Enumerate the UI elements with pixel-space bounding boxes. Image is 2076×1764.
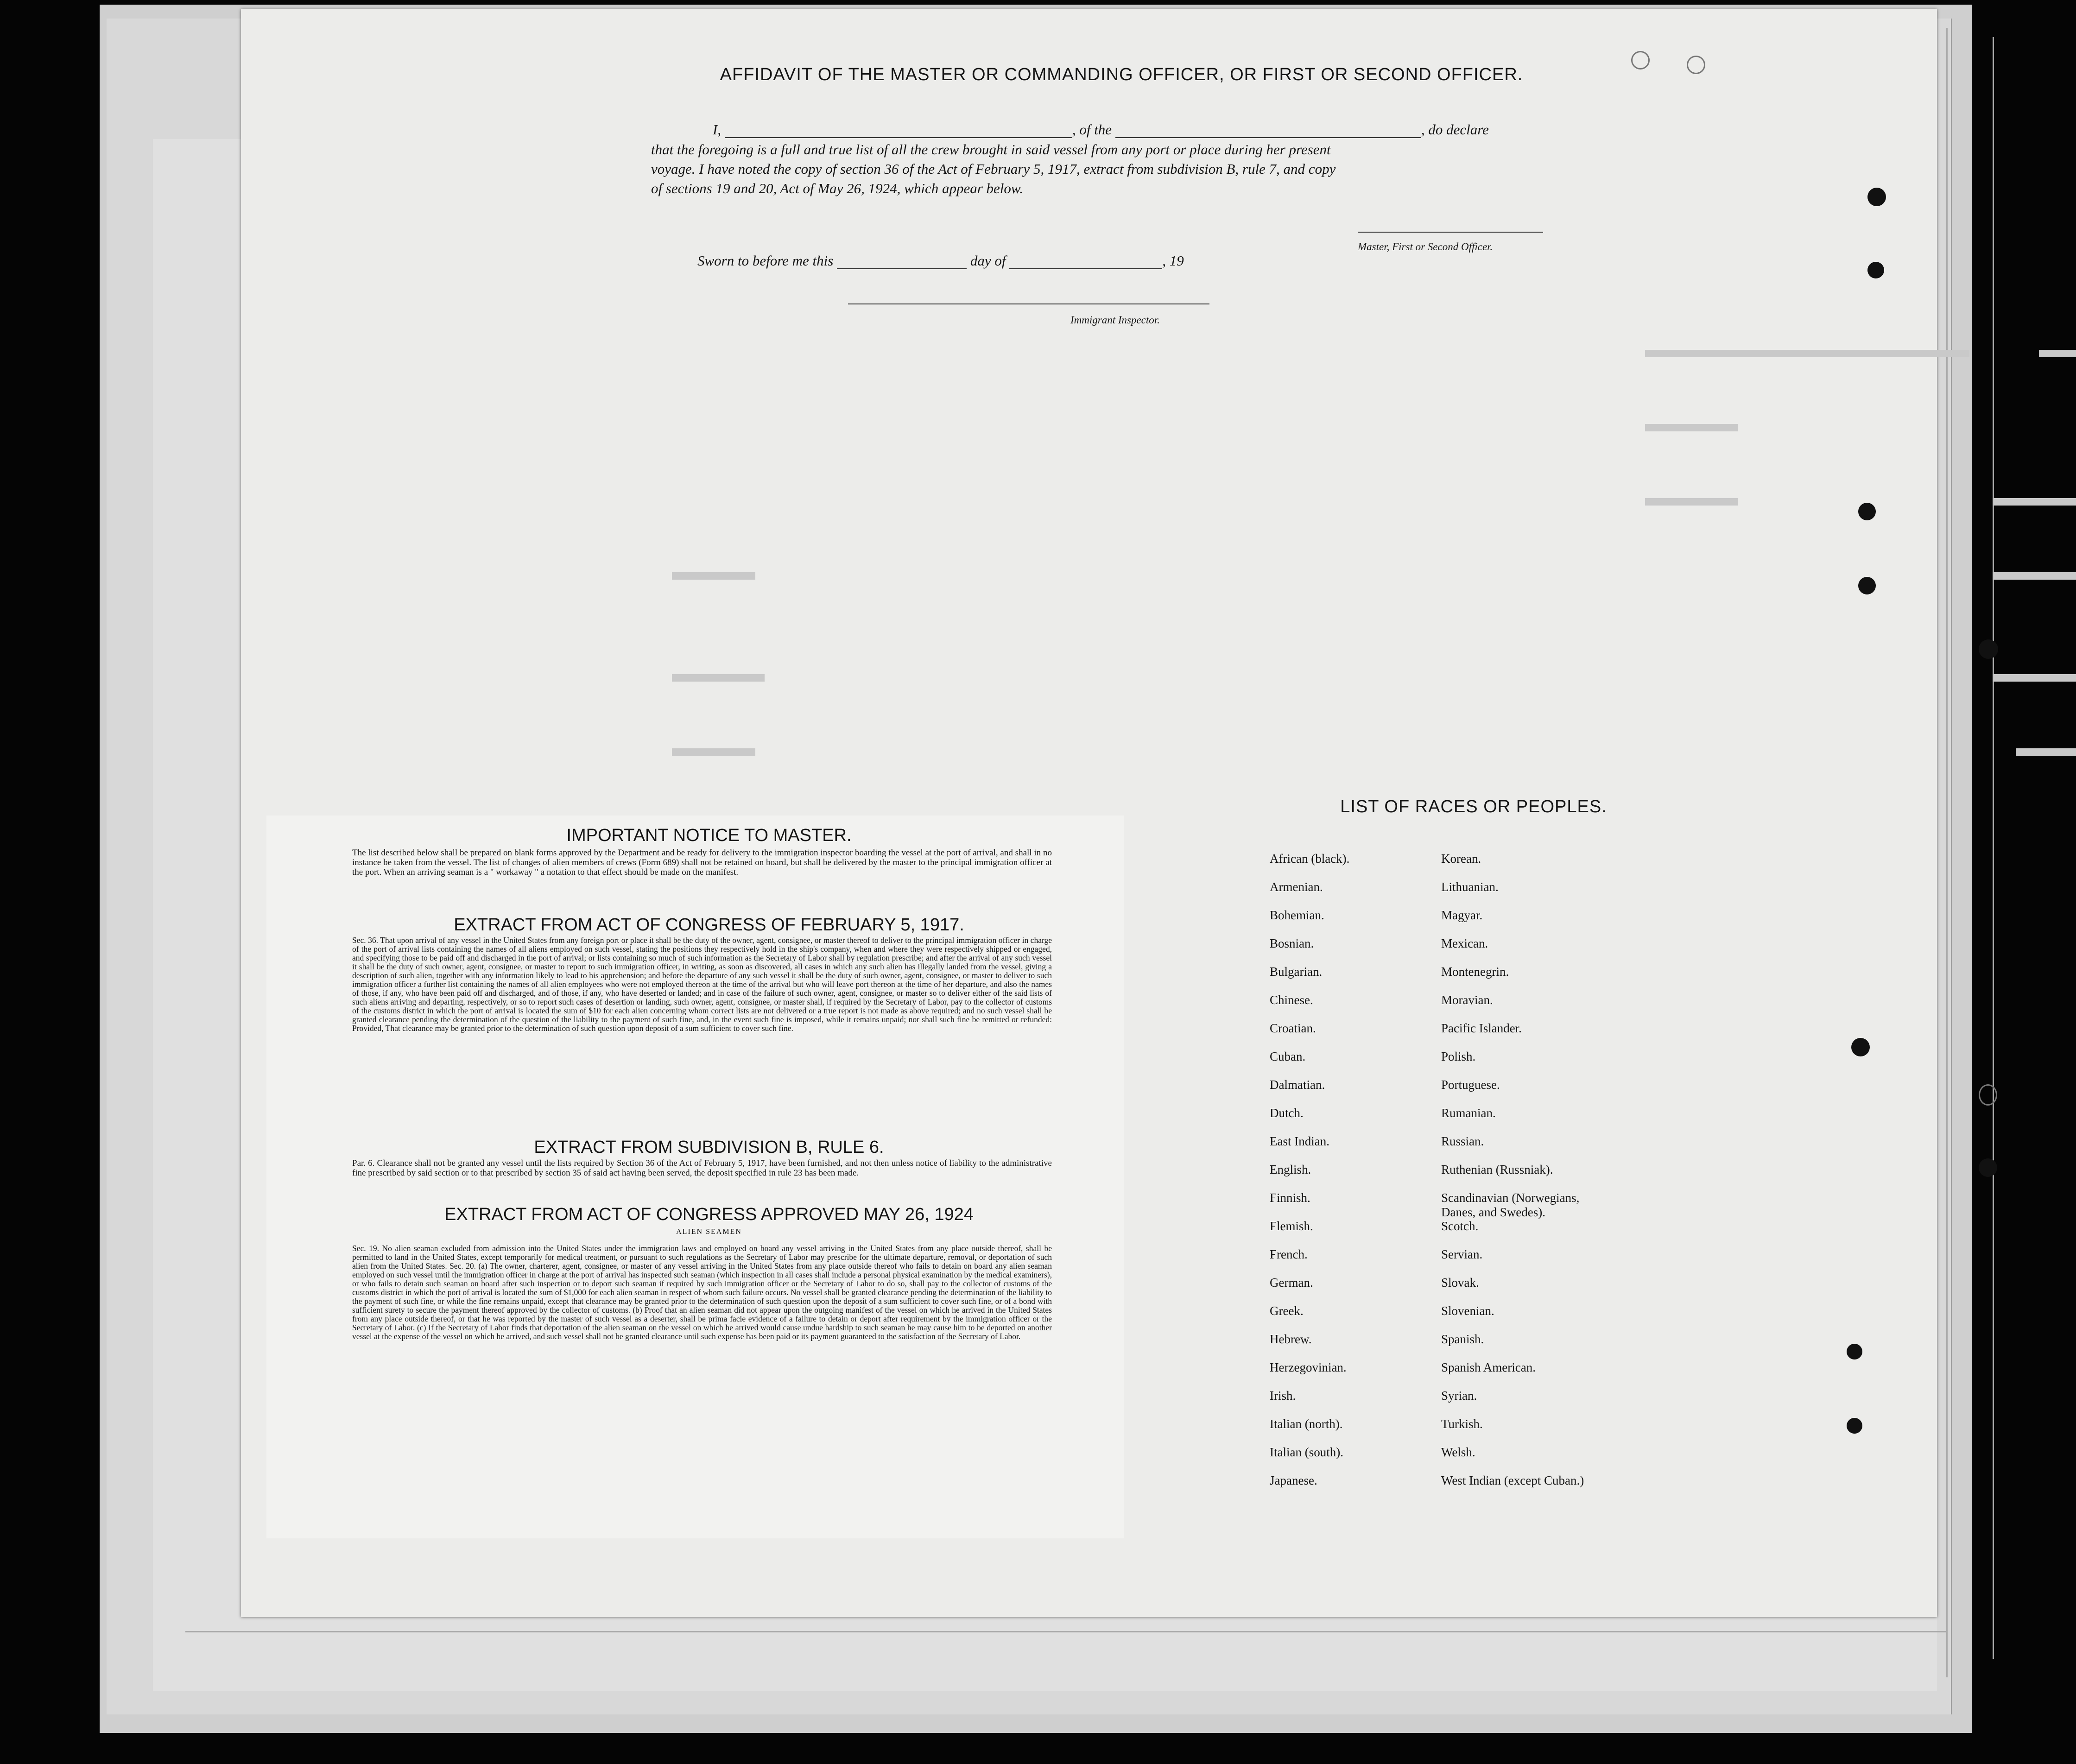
race-item: Russian.	[1441, 1134, 1484, 1148]
race-item: Greek.	[1270, 1304, 1304, 1318]
punch-hole	[1847, 1344, 1862, 1359]
race-item: Irish.	[1270, 1389, 1296, 1403]
race-item: Magyar.	[1441, 908, 1483, 922]
race-item: Spanish.	[1441, 1332, 1484, 1346]
punch-hole	[1979, 1158, 1997, 1177]
race-item: Dalmatian.	[1270, 1078, 1325, 1092]
race-item: Scandinavian (Norwegians, Danes, and Swedes).	[1441, 1191, 1580, 1219]
year-prefix-label: , 19	[1162, 253, 1184, 269]
punch-hole	[1858, 577, 1876, 594]
alien-seamen-subhead: ALIEN SEAMEN	[676, 1228, 742, 1236]
race-item: Pacific Islander.	[1441, 1021, 1522, 1035]
race-item: Herzegovinian.	[1270, 1360, 1347, 1374]
extract-1917-title: EXTRACT FROM ACT OF CONGRESS OF FEBRUARY 5, 1917.	[454, 915, 964, 935]
race-item: Spanish American.	[1441, 1360, 1536, 1374]
race-item: Scotch.	[1441, 1219, 1479, 1233]
punch-hole	[1979, 639, 1998, 659]
races-left-column	[1270, 852, 1349, 1502]
master-name-field[interactable]	[725, 137, 1072, 138]
race-item: Flemish.	[1270, 1219, 1313, 1233]
inspector-signature-label: Immigrant Inspector.	[1070, 314, 1160, 326]
race-item: Korean.	[1441, 852, 1481, 866]
race-item: Bosnian.	[1270, 936, 1314, 950]
master-signature-field[interactable]	[1358, 232, 1543, 233]
sworn-line	[697, 253, 1184, 269]
race-item: Croatian.	[1270, 1021, 1316, 1035]
race-item: Cuban.	[1270, 1050, 1306, 1063]
race-item: Lithuanian.	[1441, 880, 1499, 894]
sworn-label: Sworn to before me this	[697, 253, 834, 269]
punch-hole	[1867, 188, 1886, 206]
race-item: Slovenian.	[1441, 1304, 1494, 1318]
day-of-label: day of	[970, 253, 1006, 269]
race-item: Polish.	[1441, 1050, 1476, 1063]
sheet-edge	[185, 1631, 1946, 1632]
race-item: Mexican.	[1441, 936, 1488, 950]
race-item: Turkish.	[1441, 1417, 1483, 1431]
race-item: Armenian.	[1270, 880, 1323, 894]
races-right-column	[1441, 852, 1608, 1502]
affidavit-line-2: that the foregoing is a full and true list of all the crew brought in said vessel from any port or place during her present	[651, 141, 1331, 158]
race-item: Finnish.	[1270, 1191, 1310, 1205]
inspector-signature-field[interactable]	[848, 303, 1209, 304]
punch-hole	[1867, 262, 1884, 278]
race-item: African (black).	[1270, 852, 1350, 866]
race-item: West Indian (except Cuban.)	[1441, 1473, 1584, 1487]
race-item: German.	[1270, 1276, 1313, 1290]
notice-text: The list described below shall be prepared on blank forms approved by the Department and be ready for delivery to the immigration inspector boarding the vessel at the port of arrival, and shall in no instance be taken from the vessel. The list of changes of alien members of crews (Form 689) shall not be retained on board, but shall be delivered by the master to the principal immigration officer at the port. When an arriving seaman is a " workaway " a notation to that effect should be made on the manifest.	[352, 848, 1052, 877]
extract-rule6-title: EXTRACT FROM SUBDIVISION B, RULE 6.	[534, 1138, 884, 1157]
affidavit-title: AFFIDAVIT OF THE MASTER OR COMMANDING OFFICER, OR FIRST OR SECOND OFFICER.	[720, 65, 1523, 84]
sheet-edge	[1993, 37, 1994, 1659]
races-title: LIST OF RACES OR PEOPLES.	[1340, 797, 1607, 816]
affidavit-line-4: of sections 19 and 20, Act of May 26, 1924, which appear below.	[651, 180, 1024, 196]
race-item: Slovak.	[1441, 1276, 1479, 1290]
race-item: Italian (south).	[1270, 1445, 1343, 1459]
race-item: Italian (north).	[1270, 1417, 1343, 1431]
race-item: Hebrew.	[1270, 1332, 1312, 1346]
race-item: English.	[1270, 1163, 1311, 1176]
race-item: Bulgarian.	[1270, 965, 1323, 979]
affidavit-i-label: I,	[713, 121, 722, 138]
extract-1917-text: Sec. 36. That upon arrival of any vessel in the United States from any foreign port or place it shall be the duty of the owner, agent, consignee, or master thereof to deliver to the principal immigration officer in charge of the port of arrival lists containing the names of all aliens employed on such vessel, stating the positions they respectively hold in the ship's company, when and where they were respectively shipped or engaged, and specifying those to be paid off and discharged in the port of arrival; or lists containing so much of such information as the Secretary of Labor shall by regulation prescribe; and after the arrival of any such vessel it shall be the duty of such owner, agent, consignee, or master to report to such immigration officer, in writing, as soon as discovered, all cases in which any such alien has illegally landed from the vessel, giving a description of such alien, together with any information likely to lead to his apprehension; and before the departure of any such vessel it shall be the duty of such owner, agent, consignee, or master to deliver to such immigration officer a further list containing the names of all alien employees who were not employed thereon at the time of the arrival but who will leave port thereon at the time of her departure, and also the names of those, if any, who have been paid off and discharged, and of those, if any, who have deserted or landed; and in case of the failure of such owner, agent, consignee, or master so to deliver either of the said lists of such aliens arriving and departing, respectively, or so to report such cases of desertion or landing, such owner, agent, consignee, or master shall, if required by the Secretary of Labor, pay to the collector of customs of the customs district in which the port of arrival is located the sum of $10 for each alien concerning whom correct lists are not delivered or a true report is not made as above required; and no such vessel shall be granted clearance pending the determination of the question of the liability to the payment of such fine, and, in the event such fine is imposed, while it remains unpaid; nor shall such fine be remitted or refunded: Provided, That clearance may be granted prior to the determination of such question upon deposit of a sum sufficient to cover such fine.	[352, 936, 1052, 1033]
race-item: Chinese.	[1270, 993, 1313, 1007]
punch-ring	[1687, 56, 1705, 74]
notice-title: IMPORTANT NOTICE TO MASTER.	[566, 826, 852, 845]
punch-hole	[1851, 1038, 1870, 1056]
vessel-label: , of the	[1072, 121, 1112, 138]
sworn-day-field[interactable]	[837, 268, 967, 269]
vessel-name-field[interactable]	[1115, 137, 1421, 138]
punch-hole	[1858, 503, 1876, 520]
extract-1924-text: Sec. 19. No alien seaman excluded from admission into the United States under the immigration laws and employed on board any vessel arriving in the United States from any place outside thereof, shall be permitted to land in the United States, except temporarily for medical treatment, or pursuant to such regulations as the Secretary of Labor may prescribe for the ultimate departure, removal, or deportation of such alien from the United States. Sec. 20. (a) The owner, charterer, agent, consignee, or master of any vessel arriving in the United States from any place outside thereof who fails to detain on board any alien seaman employed on such vessel until the immigration officer in charge at the port of arrival has inspected such seaman (which inspection in all cases shall include a personal physical examination by the medical examiners), or who fails to detain such seaman on board after such inspection or to deport such seaman if required by such immigration officer or the Secretary of Labor to do so, shall pay to the collector of customs of the customs district in which the port of arrival is located the sum of $1,000 for each alien seaman in respect of whom such failure occurs. No vessel shall be granted clearance pending the determination of the liability to the payment of such fine, or while the fine remains unpaid, except that clearance may be granted prior to the determination of such question upon the deposit of a sum sufficient to cover such fine, or of a bond with sufficient surety to secure the payment thereof approved by the collector of customs. (b) Proof that an alien seaman did not appear upon the outgoing manifest of the vessel on which he arrived in the United States from any place outside thereof, or that he was reported by the master of such vessel as a deserter, shall be prima facie evidence of a failure to detain or deport after requirement by the immigration officer or the Secretary of Labor. (c) If the Secretary of Labor finds that deportation of the alien seaman on the vessel on which he arrived would cause undue hardship to such seaman he may cause him to be deported on another vessel at the expense of the vessel on which he arrived, and such vessel shall not be granted clearance until such expense has been paid or its payment guaranteed to the satisfaction of the Secretary of Labor.	[352, 1244, 1052, 1341]
race-item: Moravian.	[1441, 993, 1493, 1007]
race-item: Bohemian.	[1270, 908, 1324, 922]
race-item: Ruthenian (Russniak).	[1441, 1163, 1553, 1176]
race-item: Syrian.	[1441, 1389, 1477, 1403]
race-item: East Indian.	[1270, 1134, 1329, 1148]
affidavit-line-1	[713, 121, 1489, 138]
race-item: French.	[1270, 1247, 1308, 1261]
race-item: Welsh.	[1441, 1445, 1475, 1459]
race-item: Servian.	[1441, 1247, 1483, 1261]
extract-rule6-text: Par. 6. Clearance shall not be granted any vessel until the lists required by Section 36 of the Act of February 5, 1917, have been furnished, and not then unless notice of liability to the administrative fine prescribed by said section or to that prescribed by section 35 of said act having been served, the deposit specified in rule 23 has been made.	[352, 1158, 1052, 1178]
race-item: Portuguese.	[1441, 1078, 1500, 1092]
extract-1924-title: EXTRACT FROM ACT OF CONGRESS APPROVED MAY 26, 1924	[444, 1205, 974, 1224]
declare-label: , do declare	[1421, 121, 1489, 138]
race-item: Dutch.	[1270, 1106, 1304, 1120]
sworn-month-field[interactable]	[1009, 268, 1162, 269]
punch-ring	[1979, 1084, 1997, 1106]
punch-ring	[1631, 51, 1650, 70]
master-signature-label: Master, First or Second Officer.	[1358, 241, 1493, 253]
race-item: Rumanian.	[1441, 1106, 1496, 1120]
race-item: Japanese.	[1270, 1473, 1317, 1487]
race-item: Montenegrin.	[1441, 965, 1509, 979]
punch-hole	[1847, 1418, 1862, 1434]
affidavit-line-3: voyage. I have noted the copy of section 36 of the Act of February 5, 1917, extract from subdivision B, rule 7, and copy	[651, 161, 1336, 177]
sheet-edge	[1946, 28, 1948, 1677]
